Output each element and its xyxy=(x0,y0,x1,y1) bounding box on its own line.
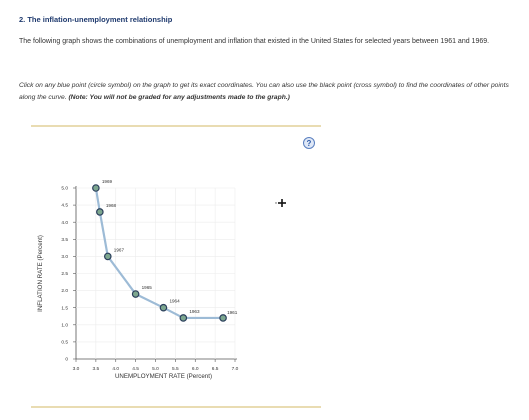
point-1965[interactable] xyxy=(132,291,138,297)
x-tick-label: 4.5 xyxy=(132,367,139,372)
help-icon[interactable]: ? xyxy=(303,137,315,149)
point-1963[interactable] xyxy=(180,315,186,321)
point-label-1965: 1965 xyxy=(141,285,152,291)
y-tick-label: 3.0 xyxy=(61,255,68,260)
point-1969[interactable] xyxy=(93,185,99,191)
question-title: 2. The inflation-unemployment relationship xyxy=(19,15,173,24)
x-tick-label: 5.5 xyxy=(172,367,179,372)
x-axis-label: UNEMPLOYMENT RATE (Percent) xyxy=(114,373,213,380)
y-tick-label: 4.5 xyxy=(61,203,68,209)
chart-points[interactable] xyxy=(93,179,238,321)
y-axis-label: INFLATION RATE (Percent) xyxy=(37,235,44,312)
y-tick-label: 2.0 xyxy=(61,289,68,295)
question-intro: The following graph shows the combinations of unemployment and inflation that existed in the United States for selected years between 1961 and 1969. xyxy=(19,38,490,45)
y-tick-label: 1.0 xyxy=(61,323,68,329)
y-tick-label: 5.0 xyxy=(61,186,68,192)
y-tick-label: 2.5 xyxy=(61,272,68,278)
x-tick-label: 3.0 xyxy=(72,367,80,372)
y-tick-label: 1.5 xyxy=(61,306,68,312)
y-tick-label: 4.0 xyxy=(61,220,68,226)
point-label-1961: 1961 xyxy=(227,309,238,315)
x-tick-label: 7.0 xyxy=(231,367,239,372)
point-1961[interactable] xyxy=(220,315,226,321)
point-label-1969: 1969 xyxy=(101,179,113,184)
x-tick-label: 5.0 xyxy=(152,367,159,372)
point-1967[interactable] xyxy=(105,253,111,259)
cross-tool-icon[interactable] xyxy=(275,199,286,207)
cross-dot xyxy=(275,202,276,203)
y-tick-label: 3.5 xyxy=(61,237,68,243)
instructions-note: (Note: You will not be graded for any adjustments made to the graph.) xyxy=(68,94,290,101)
point-1964[interactable] xyxy=(160,305,166,311)
x-tick-label: 3.5 xyxy=(92,367,100,372)
instructions-lead: Click on any blue point (circle symbol) on the graph to get its exact coordinates. You can also use the black point (cross symbol) to find the coordinates of other points along the curve. xyxy=(19,82,509,101)
y-tick-label: 0 xyxy=(65,357,68,363)
point-1968[interactable] xyxy=(97,209,103,215)
point-label-1968: 1968 xyxy=(105,202,117,208)
point-label-1967: 1967 xyxy=(113,247,125,253)
x-tick-label: 6.5 xyxy=(211,367,219,372)
y-tick-label: 0.5 xyxy=(61,340,68,346)
point-label-1963: 1963 xyxy=(189,308,200,314)
x-tick-label: 4.0 xyxy=(112,367,120,372)
x-tick-label: 6.0 xyxy=(191,367,199,372)
point-label-1964: 1964 xyxy=(169,298,180,304)
chart-ticks xyxy=(61,186,238,372)
